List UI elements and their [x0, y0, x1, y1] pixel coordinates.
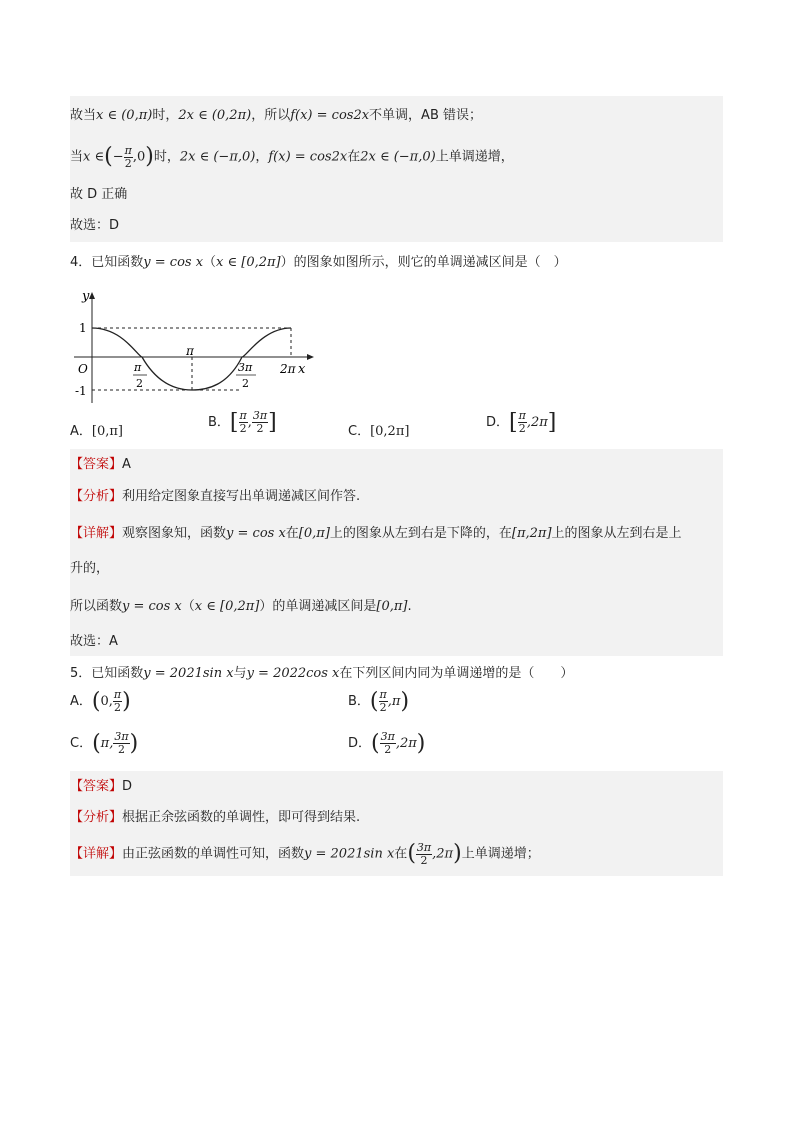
text: ， — [255, 149, 269, 165]
q5-option-d[interactable]: D．( $\frac{3\pi}{2}$ ,2π) — [348, 730, 426, 756]
pi-label: π — [186, 344, 194, 358]
solution-line-3: 故 D 正确 — [70, 187, 128, 202]
question-4-stem: 4．已知函数y = cos x（x ∈ [0,2π]）的图象如图所示，则它的单调递减区间是（ ） — [70, 255, 567, 270]
math: x ∈ — [83, 149, 105, 165]
tick-one: 1 — [79, 321, 87, 335]
solution-line-2: 当x ∈(− $\frac{\pi}{2}$ ,0)时，2x ∈ (−π,0)，f(x) = cos2x在2x ∈ (−π,0)上单调递增， — [70, 143, 514, 170]
q4-option-b[interactable]: B．[ $\frac{\pi}{2}$ , $\frac{3\pi}{2}$ ] — [208, 409, 277, 435]
q4-answer-block — [70, 449, 723, 656]
math: ,0 — [132, 149, 146, 165]
q5-option-a[interactable]: A．(0, $\frac{\pi}{2}$ ) — [70, 688, 131, 714]
y-axis-label: y — [82, 289, 90, 304]
q4-detail-line: 【详解】观察图象知，函数y = cos x在[0,π]上的图象从左到右是下降的，在[π,2π]上的图象从左到右是上 — [70, 526, 682, 541]
math: 2x ∈ (−π,0) — [360, 149, 436, 165]
q4-choose-line: 故选：A — [70, 634, 118, 649]
text: 当 — [70, 149, 84, 165]
cosine-graph — [68, 285, 328, 405]
q4-detail-line-2: 升的， — [70, 561, 110, 576]
math: − — [112, 149, 124, 165]
math: 2x ∈ (0,2π) — [178, 108, 252, 123]
previous-solution-block — [70, 96, 723, 242]
q4-analysis-line: 【分析】利用给定图象直接写出单调递减区间作答. — [70, 489, 361, 504]
half-pi-den: 2 — [136, 377, 143, 390]
text: ，所以 — [251, 108, 291, 123]
solution-line-4: 故选：D — [70, 218, 120, 233]
text: 时， — [153, 149, 180, 165]
two-pi-label: 2π — [280, 362, 296, 376]
three-pi-den: 2 — [242, 377, 249, 390]
tick-neg-one: -1 — [75, 384, 87, 398]
question-5-stem: 5．已知函数y = 2021sin x与y = 2022cos x在下列区间内同为单调递增的是（ ） — [70, 666, 574, 681]
q4-option-d[interactable]: D．[ $\frac{\pi}{2}$ ,2π] — [486, 409, 557, 435]
q5-analysis-line: 【分析】根据正余弦函数的单调性，即可得到结果. — [70, 810, 361, 825]
q4-answer-line: 【答案】A — [70, 457, 131, 472]
math: x ∈ (0,π) — [96, 108, 153, 123]
fraction: $\frac{\pi}{2}$ — [124, 143, 132, 170]
math: f(x) = cos2x — [268, 149, 348, 165]
math: 2x ∈ (−π,0) — [179, 149, 256, 165]
math: f(x) = cos2x — [290, 108, 370, 123]
q5-option-c[interactable]: C．(π, $\frac{3\pi}{2}$ ) — [70, 730, 139, 756]
origin-label: O — [78, 362, 88, 376]
q5-answer-line: 【答案】D — [70, 779, 133, 794]
q4-option-a[interactable]: A．[0,π] — [70, 424, 123, 439]
q4-detail-line-3: 所以函数y = cos x（x ∈ [0,2π]）的单调递减区间是[0,π]. — [70, 599, 412, 614]
solution-line-1 — [70, 106, 482, 126]
text: 不单调，AB 错误； — [369, 108, 482, 123]
q4-option-c[interactable]: C．[0,2π] — [348, 424, 410, 439]
q5-detail-line: 【详解】由正弦函数的单调性可知，函数y = 2021sin x在( $\frac{3\pi}{2}$ ,2π)上单调递增； — [70, 840, 540, 867]
q5-answer-block — [70, 771, 723, 876]
three-pi-num: 3π — [238, 361, 253, 374]
text: 时， — [152, 108, 179, 123]
text: 上单调递增， — [435, 149, 514, 165]
half-pi-num: π — [134, 361, 142, 374]
text: 故当 — [70, 108, 97, 123]
x-axis-label: x — [298, 362, 306, 377]
q5-option-b[interactable]: B．( $\frac{\pi}{2}$ ,π) — [348, 688, 410, 714]
text: 在 — [347, 149, 361, 165]
